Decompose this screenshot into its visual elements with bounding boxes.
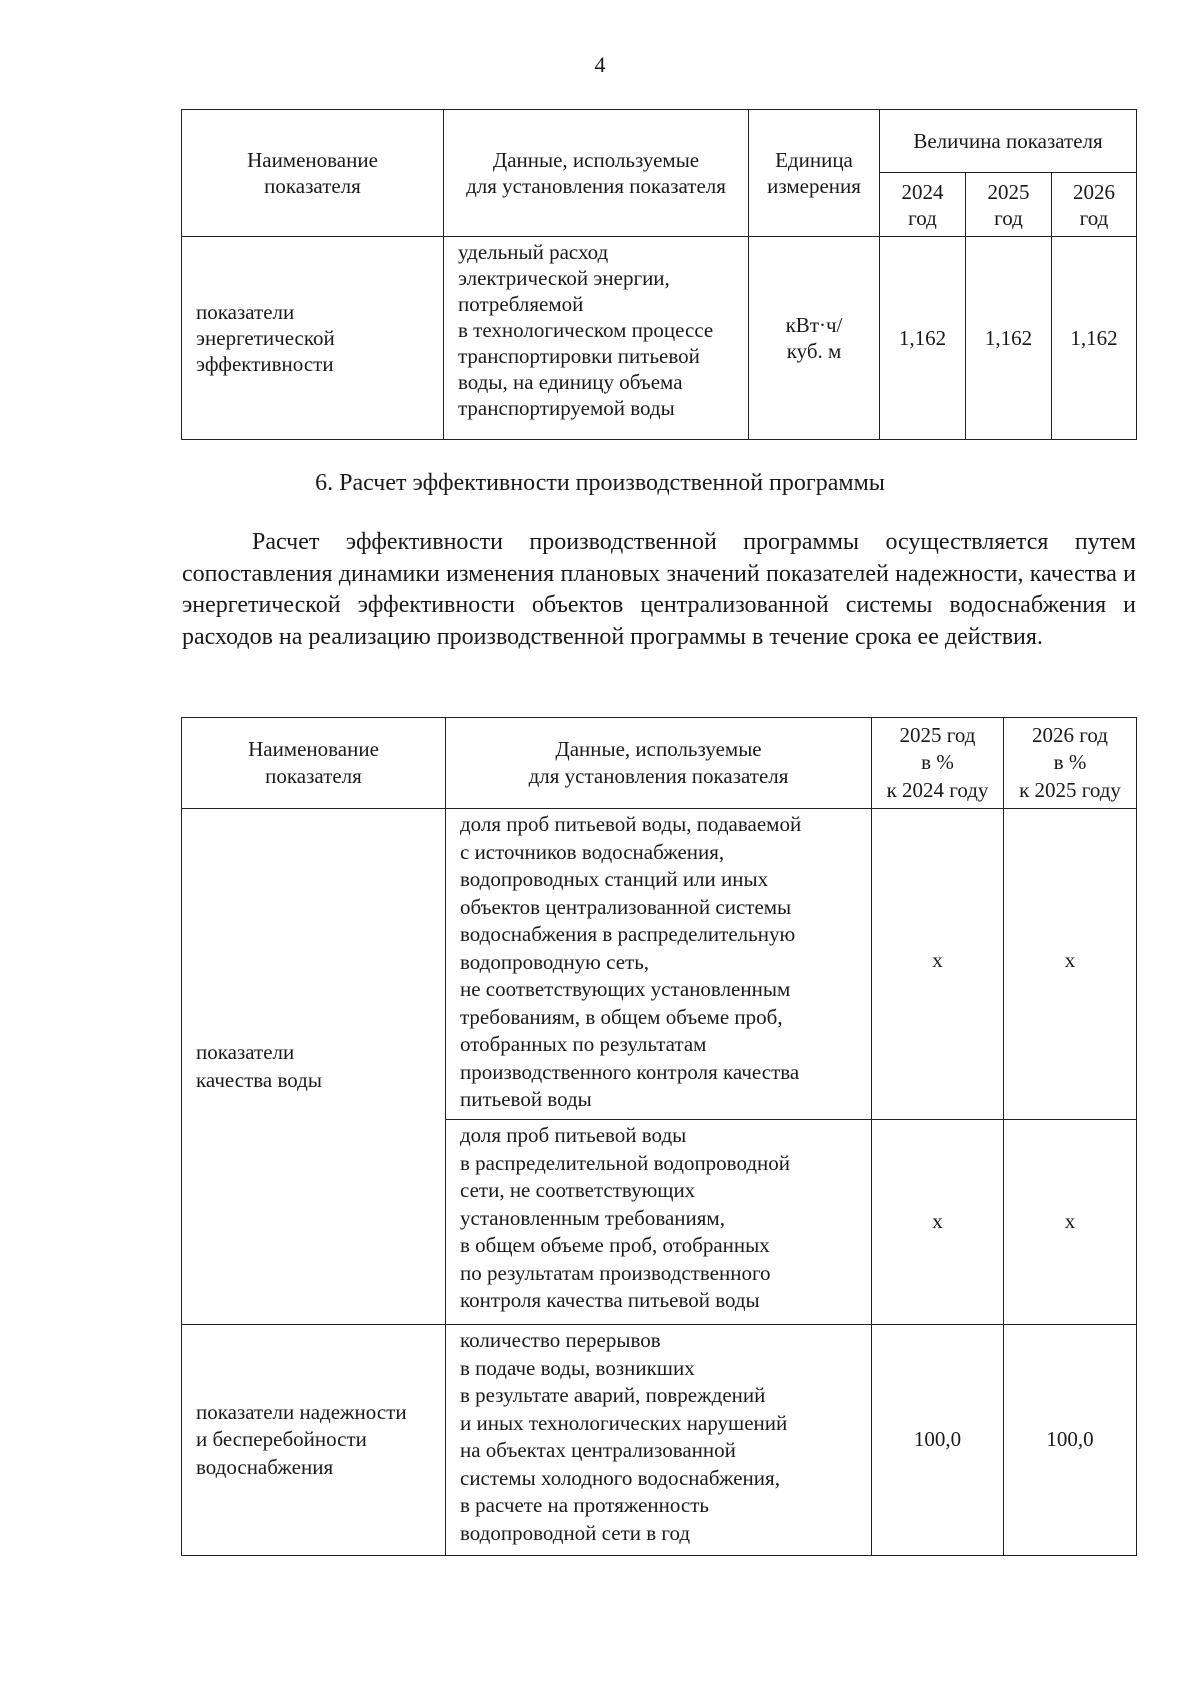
table-row [182,237,1137,440]
table-row [182,1325,1137,1556]
row-value-2026: х [1004,809,1137,1120]
row-indicator: показатели энергетической эффективности [182,237,444,440]
header-2026-percent: 2026 год в % к 2025 году [1004,718,1137,809]
header-data-used: Данные, используемые для установления показателя [446,718,872,809]
row-data-description: количество перерывов в подаче воды, возникших в результате аварий, повреждений и иных технологических нарушений на объектах централизованной системы холодного водоснабжения, в расчете на протяженность водопроводной сети в год [446,1325,872,1556]
row-data-description: удельный расход электрической энергии, потребляемой в технологическом процессе транспортировки питьевой воды, на единицу объема транспортируемой воды [444,237,749,440]
table-row [182,809,1137,1120]
row-value-2025: 100,0 [872,1325,1004,1556]
row-unit: кВт·ч/ куб. м [749,237,880,440]
group-indicator-water-quality: показатели качества воды [182,809,446,1325]
page-number: 4 [594,52,606,77]
header-year-2026: 2026 год [1052,173,1137,237]
header-year-2025: 2025 год [966,173,1052,237]
header-year-2024: 2024 год [880,173,966,237]
header-value-group: Величина показателя [880,110,1137,173]
row-value-2026: 100,0 [1004,1325,1137,1556]
row-value-2025: х [872,1120,1004,1325]
row-value-2026: 1,162 [1052,237,1137,440]
row-value-2024: 1,162 [880,237,966,440]
row-data-description: доля проб питьевой воды, подаваемой с источников водоснабжения, водопроводных станций или иных объектов централизованной системы водоснабжения в распределительную водопроводную сеть, не соответствующих установленным требованиям, в общем объеме проб, отобранных по результатам производственного контроля качества питьевой воды [446,809,872,1120]
section-heading: 6. Расчет эффективности производственной программы [315,470,885,496]
program-efficiency-table [181,717,1137,1556]
section-paragraph: Расчет эффективности производственной программы осуществляется путем сопоставления динамики изменения плановых значений показателей надежности, качества и энергетической эффективности объектов централизованной системы водоснабжения и расходов на реализацию производственной программы в течение срока ее действия. [182,529,1136,650]
header-2025-percent: 2025 год в % к 2024 году [872,718,1004,809]
row-data-description: доля проб питьевой воды в распределительной водопроводной сети, не соответствующих установленным требованиям, в общем объеме проб, отобранных по результатам производственного контроля качества питьевой воды [446,1120,872,1325]
row-value-2025: 1,162 [966,237,1052,440]
header-indicator-name: Наименование показателя [182,718,446,809]
row-value-2025: х [872,809,1004,1120]
header-unit: Единица измерения [749,110,880,237]
header-indicator-name: Наименование показателя [182,110,444,237]
group-indicator-reliability: показатели надежности и бесперебойности водоснабжения [182,1325,446,1556]
header-data-used: Данные, используемые для установления показателя [444,110,749,237]
row-value-2026: х [1004,1120,1137,1325]
energy-efficiency-table [181,109,1137,440]
